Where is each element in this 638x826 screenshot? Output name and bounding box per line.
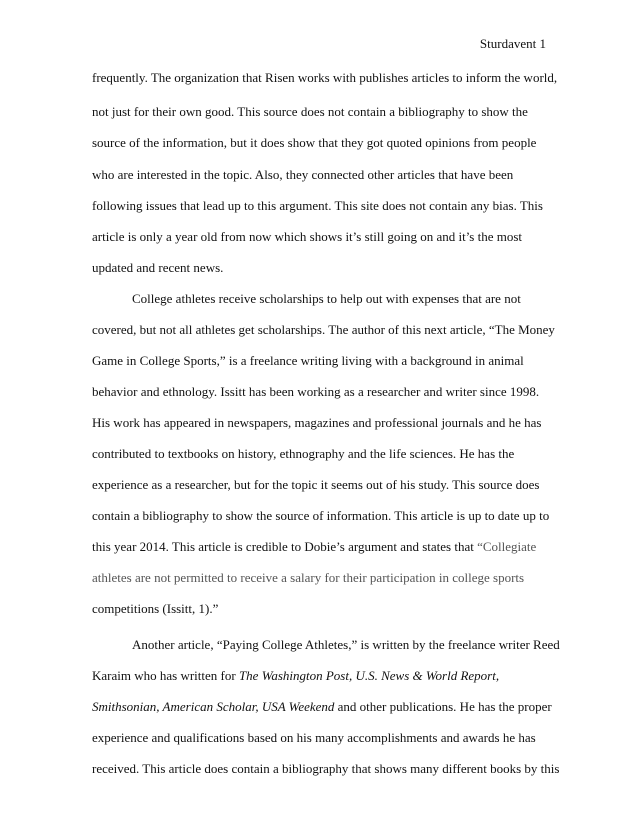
p2-line-1: College athletes receive scholarships to help out with expenses that are not [132, 291, 521, 306]
p2-line-4: behavior and ethnology. Issitt has been working as a researcher and writer since 1998. [92, 384, 540, 399]
p2-line-9 [92, 539, 536, 555]
running-head: Sturdavent 1 [479, 36, 546, 51]
p3-line-4: experience and qualifications based on his many accomplishments and awards he has [92, 730, 536, 745]
p1-line-5: following issues that lead up to this argument. This site does not contain any bias. This [92, 198, 543, 213]
p2-line-11: competitions (Issitt, 1).” [92, 601, 219, 616]
p3-line-3 [92, 699, 552, 715]
publication-titles: The Washington Post, U.S. News & World Report, [238, 668, 500, 683]
p2-line-10: athletes are not permitted to receive a salary for their participation in college sports [92, 570, 525, 585]
publication-titles-cont: Smithsonian, American Scholar, USA Weekend [92, 699, 335, 714]
p2-line-9-text: this year 2014. This article is credible to Dobie’s argument and states that [92, 539, 478, 554]
p1-line-6: article is only a year old from now which shows it’s still going on and it’s the most [92, 229, 523, 244]
p1-line-1: frequently. The organization that Risen works with publishes articles to inform the world, [92, 70, 558, 85]
p2-line-2: covered, but not all athletes get scholarships. The author of this next article, “The Money [92, 322, 555, 337]
p2-line-3: Game in College Sports,” is a freelance writing living with a background in animal [92, 353, 524, 368]
p1-line-2: not just for their own good. This source does not contain a bibliography to show the [92, 104, 528, 119]
p1-line-3: source of the information, but it does show that they got quoted opinions from people [92, 135, 537, 150]
p1-line-4: who are interested in the topic. Also, they connected other articles that have been [92, 167, 514, 182]
p2-line-7: experience as a researcher, but for the topic it seems out of his study. This source does [92, 477, 540, 492]
p3-line-1: Another article, “Paying College Athletes,” is written by the freelance writer Reed [132, 637, 560, 652]
p2-line-6: contributed to textbooks on history, ethnography and the life sciences. He has the [92, 446, 515, 461]
p2-line-5: His work has appeared in newspapers, magazines and professional journals and he has [92, 415, 542, 430]
p3-line-2-text: Karaim who has written for [92, 668, 239, 683]
p2-line-8: contain a bibliography to show the source of information. This article is up to date up to [92, 508, 550, 523]
p3-line-2 [92, 668, 499, 684]
p1-line-7: updated and recent news. [92, 260, 224, 275]
p3-line-5: received. This article does contain a bibliography that shows many different books by this [92, 761, 560, 776]
quote-start: “Collegiate [477, 539, 537, 554]
p3-line-3-text: and other publications. He has the proper [334, 699, 552, 714]
